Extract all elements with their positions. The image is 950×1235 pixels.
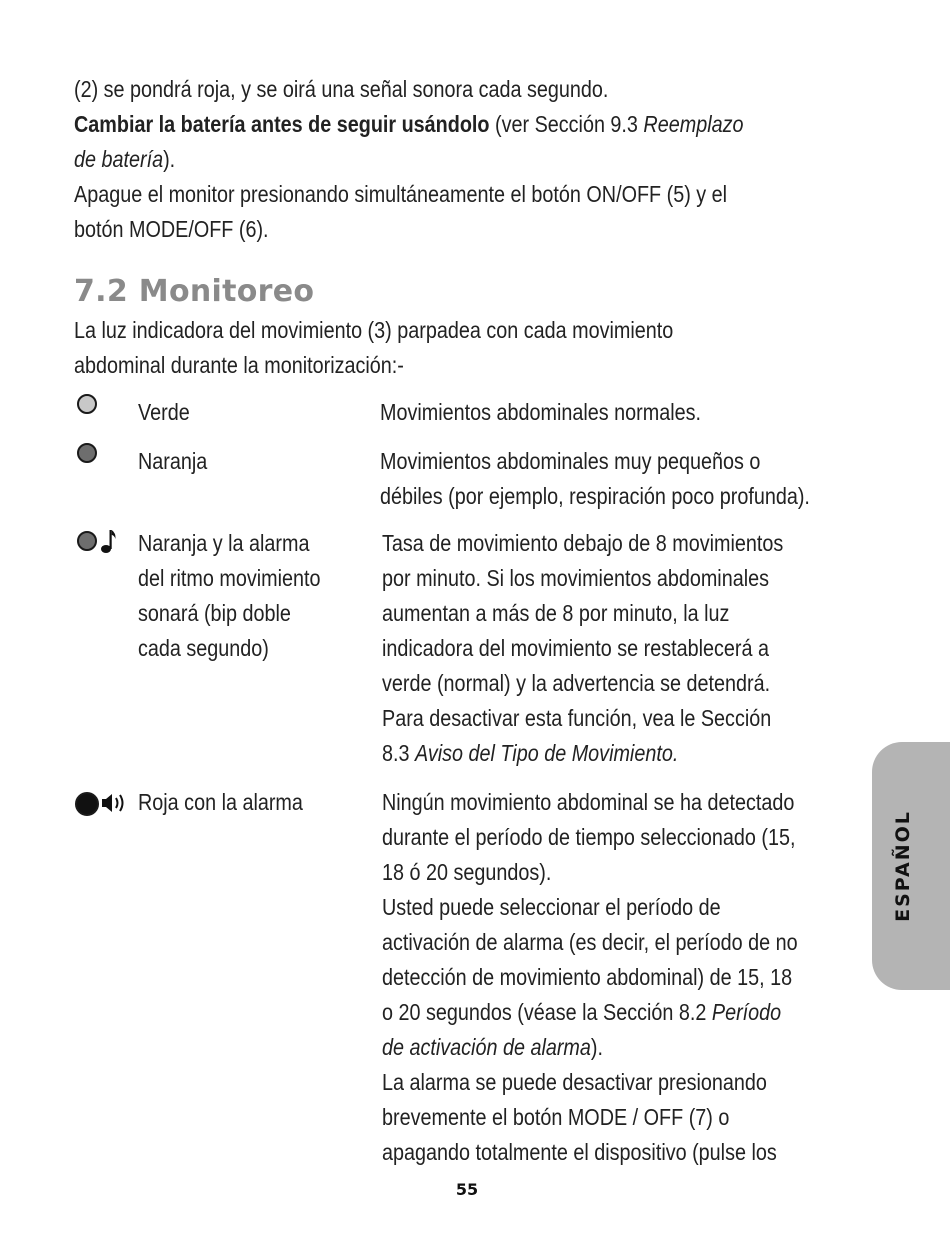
page-number: 55	[455, 1180, 479, 1199]
indicator-label: cada segundo)	[138, 635, 269, 661]
indicator-desc: Usted puede seleccionar el período de	[382, 894, 721, 920]
indicator-desc-ref-cont	[382, 1030, 603, 1065]
indicator-desc: La alarma se puede desactivar presionando	[382, 1069, 767, 1095]
black-circle-icon	[75, 792, 99, 816]
indicator-desc-ref	[382, 736, 678, 771]
indicator-desc: Ningún movimiento abdominal se ha detectado	[382, 789, 795, 815]
indicator-desc-ref	[382, 995, 781, 1030]
indicator-desc: activación de alarma (es decir, el período de no	[382, 929, 798, 955]
battery-warning-close: ).	[163, 146, 176, 172]
language-tab-label: ESPAÑOL	[892, 810, 914, 922]
indicator-desc: Movimientos abdominales normales.	[380, 399, 702, 425]
indicator-desc: durante el período de tiempo seleccionado (15,	[382, 824, 796, 850]
indicator-desc: brevemente el botón MODE / OFF (7) o	[382, 1104, 730, 1130]
dark-grey-circle-icon	[77, 531, 97, 551]
indicator-label: del ritmo movimiento	[138, 565, 321, 591]
battery-warning-cont	[74, 142, 175, 177]
music-note-icon	[100, 527, 118, 555]
section-intro-line: abdominal durante la monitorización:-	[74, 352, 404, 378]
indicator-desc: Movimientos abdominales muy pequeños o	[380, 448, 761, 474]
indicator-label: Naranja y la alarma	[138, 530, 310, 556]
power-off-line: botón MODE/OFF (6).	[74, 216, 269, 242]
indicator-desc: Para desactivar esta función, vea le Sección	[382, 705, 772, 731]
indicator-desc: aumentan a más de 8 por minuto, la luz	[382, 600, 730, 626]
battery-warning-ref-title-2: de batería	[74, 146, 164, 172]
intro-line: (2) se pondrá roja, y se oirá una señal sonora cada segundo.	[74, 76, 609, 102]
indicator-desc: verde (normal) y la advertencia se detendrá.	[382, 670, 771, 696]
indicator-desc-ref-title: Aviso del Tipo de Movimiento.	[415, 740, 679, 766]
section-intro-line: La luz indicadora del movimiento (3) parpadea con cada movimiento	[74, 317, 674, 343]
power-off-line: Apague el monitor presionando simultáneamente el botón ON/OFF (5) y el	[74, 181, 728, 207]
indicator-desc-ref-close: ).	[590, 1034, 604, 1060]
battery-warning	[74, 107, 743, 142]
indicator-desc: débiles (por ejemplo, respiración poco profunda).	[380, 483, 810, 509]
indicator-desc: por minuto. Si los movimientos abdominales	[382, 565, 769, 591]
indicator-desc: Tasa de movimiento debajo de 8 movimientos	[382, 530, 784, 556]
indicator-desc: detección de movimiento abdominal) de 15, 18	[382, 964, 793, 990]
indicator-desc-ref-prefix: 8.3	[382, 740, 416, 766]
battery-warning-ref-title: Reemplazo	[643, 111, 744, 137]
battery-warning-bold: Cambiar la batería antes de seguir usándolo	[74, 111, 490, 137]
section-heading: 7.2 Monitoreo	[74, 274, 315, 309]
indicator-desc: 18 ó 20 segundos).	[382, 859, 552, 885]
indicator-label: Roja con la alarma	[138, 789, 303, 815]
light-grey-circle-icon	[77, 394, 97, 414]
indicator-desc-ref-title: Período	[711, 999, 782, 1025]
battery-warning-ref: (ver Sección 9.3	[489, 111, 644, 137]
indicator-label: Verde	[138, 399, 190, 425]
indicator-desc: apagando totalmente el dispositivo (pulse los	[382, 1139, 777, 1165]
indicator-desc-ref-prefix: o 20 segundos (véase la Sección 8.2	[382, 999, 712, 1025]
indicator-label: sonará (bip doble	[138, 600, 291, 626]
indicator-desc-ref-title-2: de activación de alarma	[382, 1034, 591, 1060]
indicator-label: Naranja	[138, 448, 208, 474]
dark-grey-circle-icon	[77, 443, 97, 463]
speaker-icon	[100, 790, 132, 816]
indicator-desc: indicadora del movimiento se restablecerá a	[382, 635, 770, 661]
